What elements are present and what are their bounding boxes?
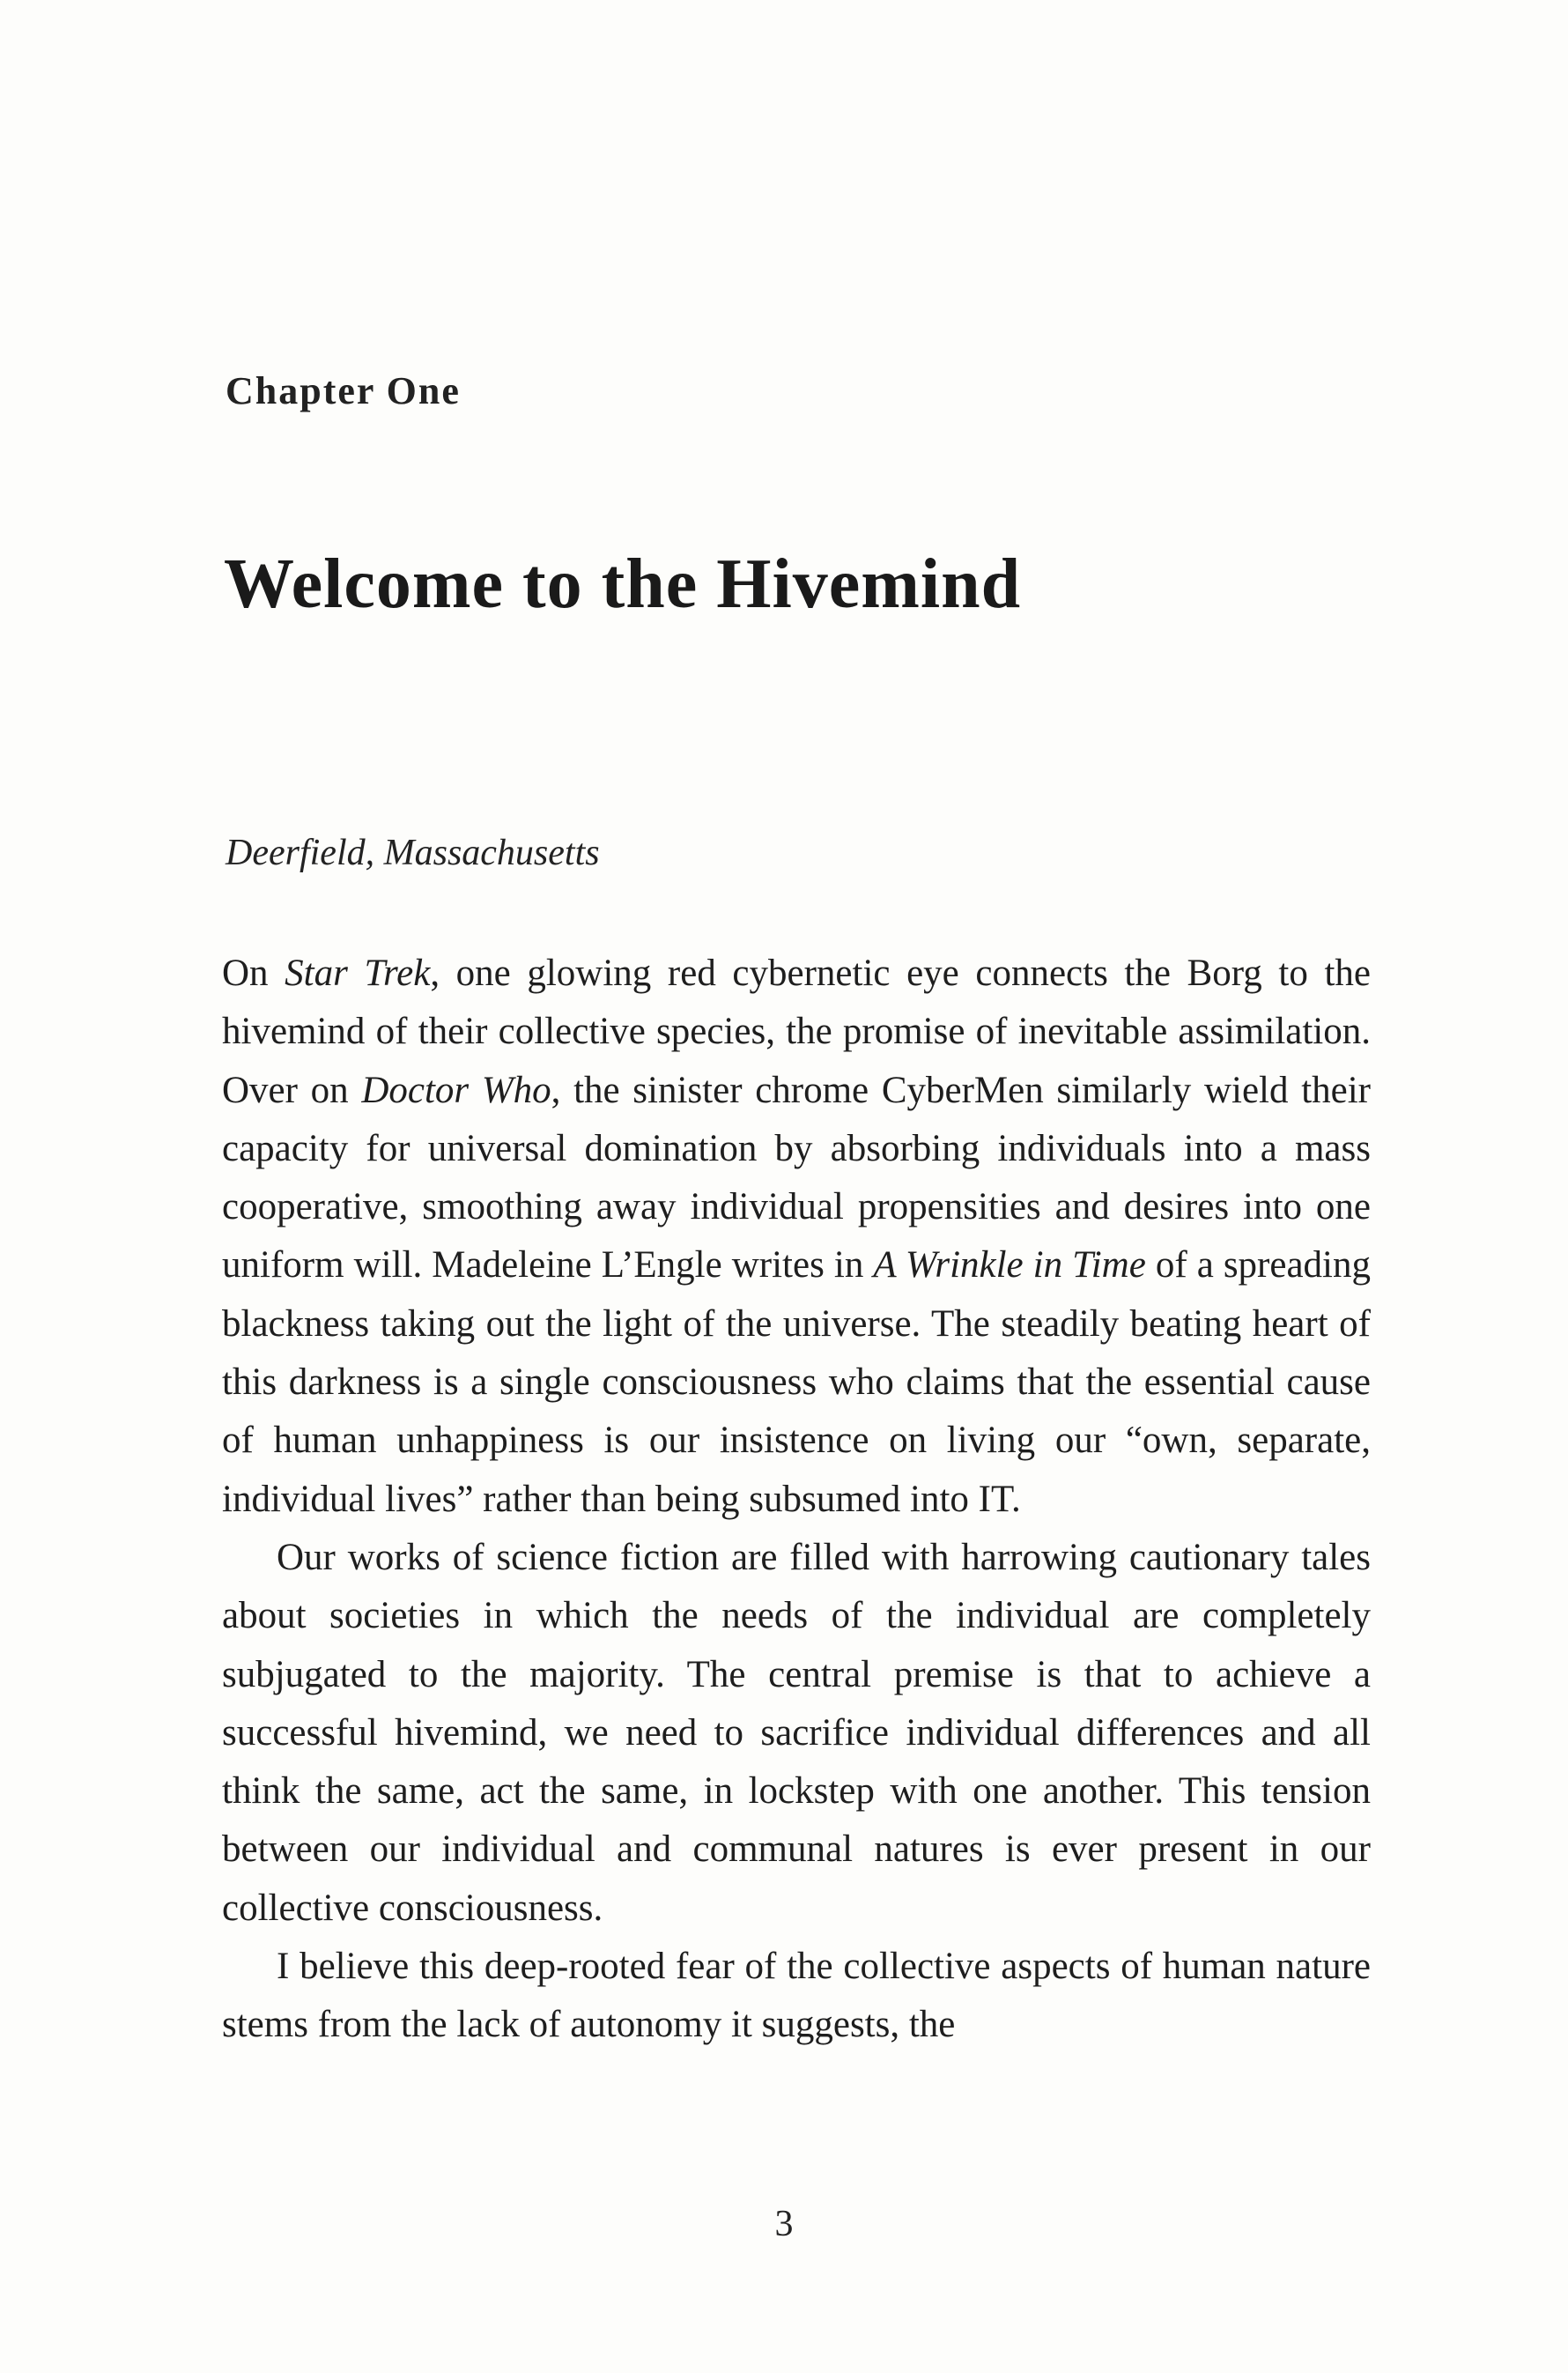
text-run: , one glowing red cybernetic eye connects the Borg to the hivemind of their collective species, the promise of inevitable assimilation. Over on xyxy=(222,953,1371,1111)
chapter-label: Chapter One xyxy=(226,369,461,412)
dateline: Deerfield, Massachusetts xyxy=(226,833,600,873)
italic-title: Doctor Who xyxy=(361,1069,551,1111)
text-run: of a spreading blackness taking out the light of the universe. The steadily beating heart of this darkness is a single consciousness who claims that the essential cause of human unhappiness is our insistence on living our “own, separate, individual lives” rather than being subsumed into IT. xyxy=(222,1244,1371,1520)
text-run: , the sinister chrome CyberMen similarly wield their capacity for universal domination by absorbing individuals into a mass cooperative, smoothing away individual propensities and desires into one uniform will. Madeleine L’Engle writes in xyxy=(222,1069,1371,1287)
text-run: Our works of science fiction are filled with harrowing cautionary tales about societies in which the needs of the individual are completely subjugated to the majority. The central premise is that to achieve a successful hivemind, we need to sacrifice individual differences and all think the same, act the same, in lockstep with one another. This tension between our individual and communal natures is ever present in our collective consciousness. xyxy=(222,1536,1371,1929)
page-number: 3 xyxy=(774,2204,794,2244)
italic-title: Star Trek xyxy=(285,953,431,994)
paragraph xyxy=(222,945,1371,1529)
text-run: On xyxy=(222,953,285,994)
chapter-title: Welcome to the Hivemind xyxy=(224,545,1022,623)
paragraph xyxy=(222,1529,1371,1938)
italic-title: A Wrinkle in Time xyxy=(873,1244,1146,1287)
text-run: I believe this deep-rooted fear of the collective aspects of human nature stems from the lack of autonomy it suggests, the xyxy=(222,1946,1371,2046)
body-text xyxy=(222,945,1371,2055)
paragraph xyxy=(222,1938,1371,2055)
